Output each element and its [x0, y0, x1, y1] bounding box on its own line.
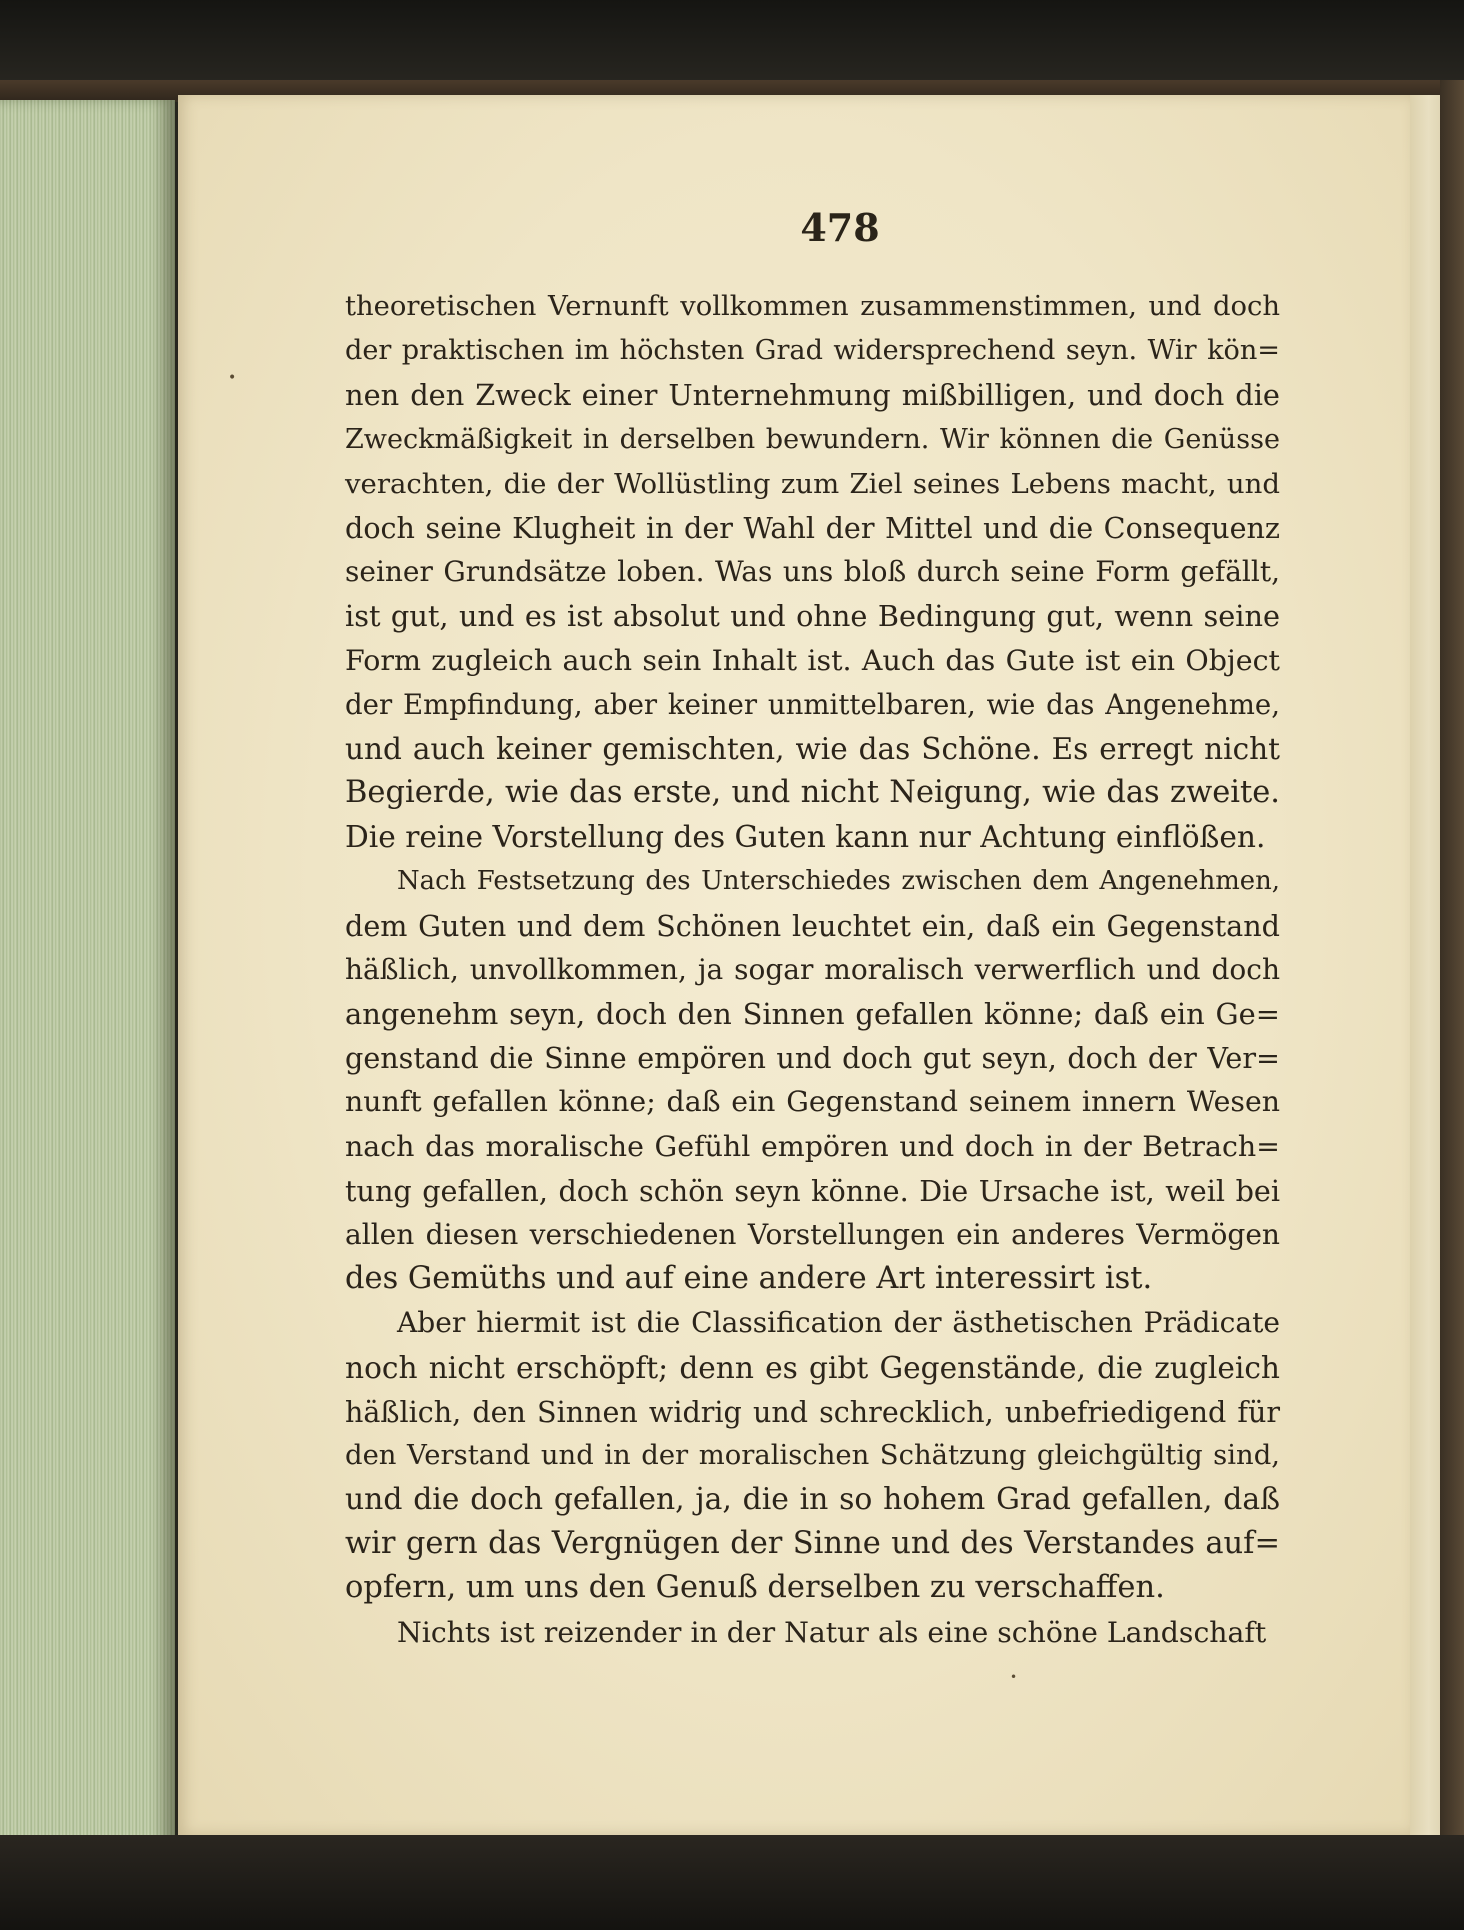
paper-speck: • [228, 370, 237, 386]
text-line: angenehm seyn, doch den Sinnen gefallen könne; daß ein Ge= [345, 997, 1280, 1031]
text-line: genstand die Sinne empören und doch gut seyn, doch der Ver= [345, 1041, 1280, 1076]
text-line: ist gut, und es ist absolut und ohne Bedingung gut, wenn seine [345, 599, 1280, 634]
text-line: dem Guten und dem Schönen leuchtet ein, daß ein Gegenstand [345, 908, 1280, 943]
text-line: häßlich, den Sinnen widrig und schrecklich, unbefriedigend für [345, 1394, 1280, 1429]
text-line: Form zugleich auch sein Inhalt ist. Auch das Gute ist ein Object [345, 643, 1280, 677]
book-cover-right [1440, 80, 1464, 1870]
text-line: verachten, die der Wollüstling zum Ziel seines Lebens macht, und [345, 467, 1280, 500]
text-line: theoretischen Vernunft vollkommen zusammenstimmen, und doch [345, 291, 1280, 322]
text-line: opfern, um uns den Genuß derselben zu verschaffen. [345, 1570, 1165, 1606]
text-line: nunft gefallen könne; daß ein Gegenstand seinem innern Wesen [345, 1085, 1280, 1119]
text-line: Nach Festsetzung des Unterschiedes zwischen dem Angenehmen, [397, 866, 1280, 897]
text-line: Die reine Vorstellung des Guten kann nur Achtung einflößen. [345, 819, 1266, 855]
text-line: häßlich, unvollkommen, ja sogar moralisch verwerflich und doch [345, 952, 1280, 986]
text-line: der Empfindung, aber keiner unmittelbaren, wie das Angenehme, [345, 687, 1280, 721]
text-line: wir gern das Vergnügen der Sinne und des Verstandes auf= [345, 1526, 1280, 1562]
paper-speck: • [1010, 1670, 1018, 1684]
text-line: Nichts ist reizender in der Natur als eine schöne Landschaft [397, 1615, 1267, 1649]
text-line: allen diesen verschiedenen Vorstellungen ein anderes Vermögen [345, 1217, 1280, 1251]
page-stack-shadow [150, 100, 180, 1860]
text-line: und auch keiner gemischten, wie das Schöne. Es erregt nicht [345, 731, 1280, 766]
text-line: der praktischen im höchsten Grad widersprechend seyn. Wir kön= [345, 335, 1280, 367]
text-line: den Verstand und in der moralischen Schätzung gleichgültig sind, [345, 1439, 1280, 1471]
text-line: des Gemüths und auf eine andere Art interessirt ist. [345, 1261, 1153, 1297]
text-line: Begierde, wie das erste, und nicht Neigung, wie das zweite. [345, 775, 1280, 811]
text-line: nen den Zweck einer Unternehmung mißbilligen, und doch die [345, 378, 1280, 413]
text-line: und die doch gefallen, ja, die in so hohem Grad gefallen, daß [345, 1482, 1280, 1518]
text-line: Aber hiermit ist die Classification der ästhetischen Prädicate [397, 1306, 1280, 1340]
text-line: Zweckmäßigkeit in derselben bewundern. Wir können die Genüsse [345, 423, 1280, 455]
background-bottom [0, 1835, 1464, 1930]
text-line: seiner Grundsätze loben. Was uns bloß durch seine Form gefällt, [345, 555, 1280, 589]
text-line: noch nicht erschöpft; denn es gibt Gegenstände, die zugleich [345, 1350, 1280, 1385]
text-line: doch seine Klugheit in der Wahl der Mittel und die Consequenz [345, 510, 1280, 545]
page-number: 478 [800, 205, 880, 250]
body-text [345, 285, 1280, 1655]
page-stack-edge [0, 100, 175, 1860]
text-line: nach das moralische Gefühl empören und doch in der Betrach= [345, 1129, 1280, 1163]
text-line: tung gefallen, doch schön seyn könne. Die Ursache ist, weil bei [345, 1173, 1280, 1208]
